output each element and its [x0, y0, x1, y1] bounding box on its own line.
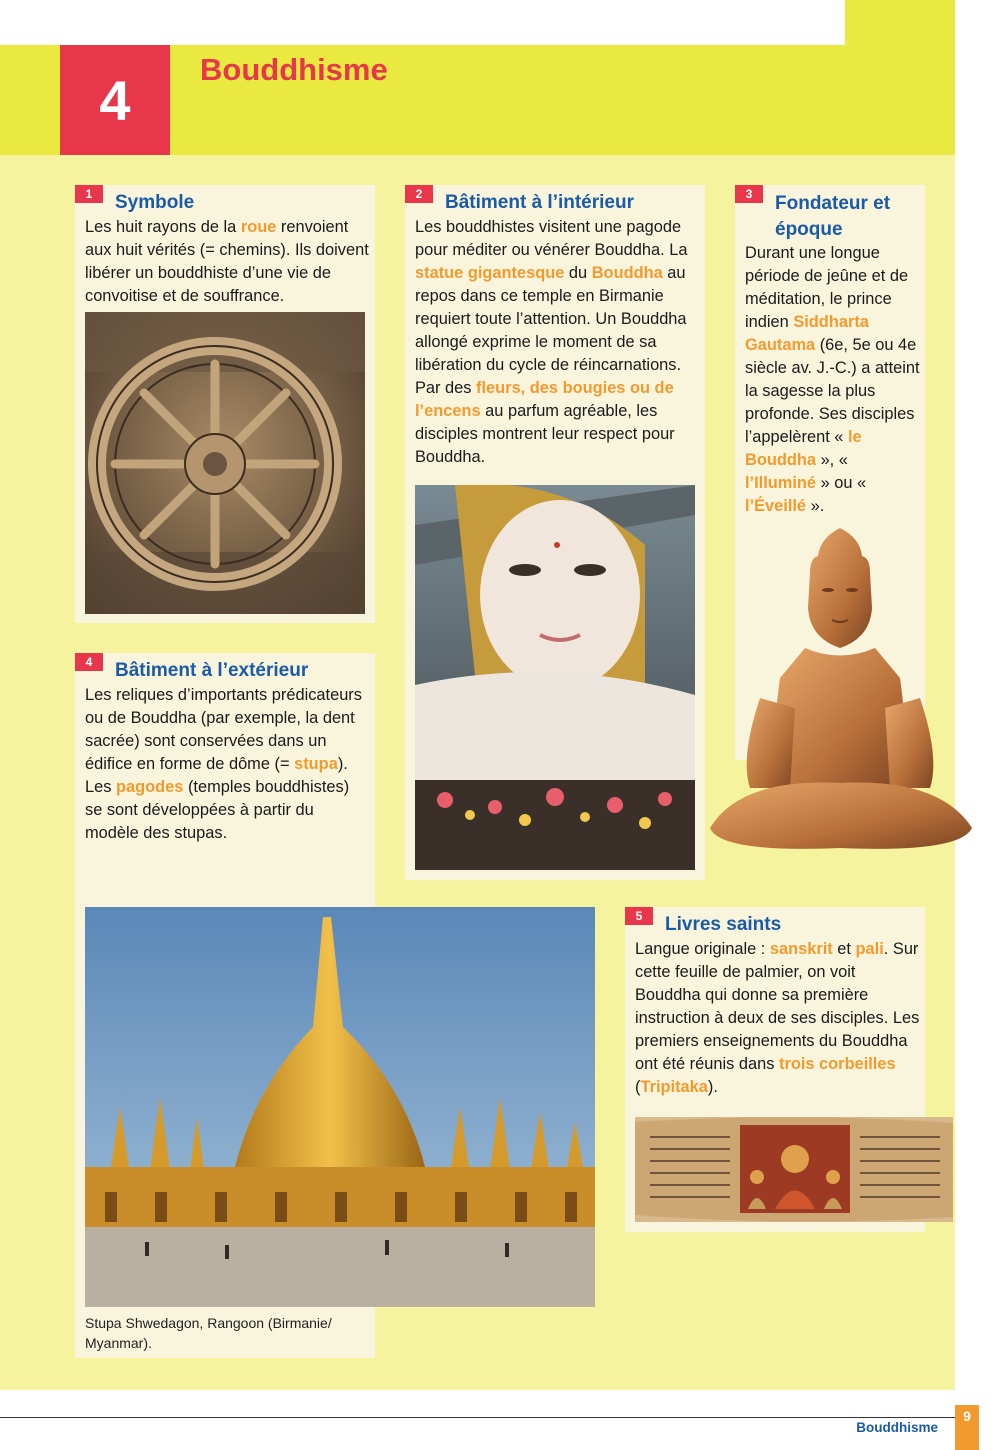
page-number: 9 — [955, 1405, 979, 1450]
text-run: au parfum agréable, les disciples montrent leur respect pour Bouddha. — [415, 402, 675, 466]
footer-rule — [0, 1417, 955, 1418]
text-run: » ou « — [816, 474, 867, 492]
text-run: Les reliques d’importants prédicateurs ou de Bouddha (par exemple, la dent sacrée) sont conservées dans un édifice en forme de dôme (= — [85, 686, 362, 773]
text-run: et — [832, 940, 856, 958]
text-run: ». — [806, 497, 825, 515]
highlighted-term: pagodes — [115, 778, 184, 796]
text-run: Les bouddhistes visitent une pagode pour méditer ou vénérer Bouddha. La — [415, 218, 688, 259]
text-run: Les huit rayons de la — [85, 218, 241, 236]
shwedagon-stupa-photo — [85, 907, 595, 1307]
text-run: . Sur cette feuille de palmier, on voit Bouddha qui donne sa première instruction à deux de ses disciples. Les premiers enseignements du Bouddha ont été réunis dans — [635, 940, 920, 1073]
section-text — [85, 684, 370, 845]
section-text — [745, 242, 923, 518]
photo-caption: Stupa Shwedagon, Rangoon (Birmanie/ Myanmar). — [85, 1315, 332, 1351]
card-interieur — [405, 185, 705, 880]
highlighted-term: sanskrit — [769, 940, 833, 958]
text-run: (temples bouddhistes) se sont développées à partir du modèle des stupas. — [85, 778, 350, 842]
highlighted-term: stupa — [294, 755, 338, 773]
page-title: Bouddhisme — [200, 52, 388, 87]
text-run: », « — [816, 451, 848, 469]
highlighted-term: l’Éveillé — [745, 497, 807, 515]
section-title: Bâtiment à l’intérieur — [445, 192, 634, 213]
highlighted-term: fleurs, des bougies ou de l’encens — [415, 379, 674, 420]
section-number-badge: 1 — [75, 185, 103, 203]
section-title: Symbole — [115, 192, 195, 213]
text-run: ). — [707, 1078, 718, 1096]
text-run: Langue originale : — [635, 940, 770, 958]
text-run: ( — [635, 1078, 641, 1096]
text-run: ). Les — [85, 755, 348, 796]
section-title: Fondateur et époque — [775, 193, 891, 240]
highlighted-term: Siddharta Gautama — [745, 313, 869, 354]
section-number-badge: 4 — [75, 653, 103, 671]
card-symbole — [75, 185, 375, 623]
highlighted-term: statue gigantesque — [415, 264, 565, 282]
highlighted-term: Tripitaka — [640, 1078, 708, 1096]
section-text — [635, 938, 920, 1099]
highlighted-term: le Bouddha — [745, 428, 862, 469]
text-run: du — [564, 264, 592, 282]
header-left-strip — [0, 45, 60, 155]
reclining-buddha-photo — [415, 485, 695, 870]
highlighted-term: Bouddha — [591, 264, 663, 282]
section-title: Bâtiment à l’extérieur — [115, 660, 309, 681]
section-text — [85, 216, 370, 308]
chapter-number: 4 — [99, 68, 131, 132]
highlighted-term: l’Illuminé — [745, 474, 817, 492]
section-title: Livres saints — [665, 914, 782, 935]
section-text — [415, 216, 700, 469]
seated-buddha-statue — [700, 528, 980, 868]
section-number-badge: 2 — [405, 185, 433, 203]
highlighted-term: pali — [855, 940, 884, 958]
palm-leaf-manuscript-photo — [635, 1117, 953, 1222]
text-run: Durant une longue période de jeûne et de méditation, le prince indien — [745, 244, 909, 331]
highlighted-term: roue — [240, 218, 277, 236]
text-run: renvoient aux huit vérités (= chemins). Ils doivent libérer un bouddhiste d’une vie de convoitise et de souffrance. — [85, 218, 369, 305]
footer-chapter-label: Bouddhisme — [856, 1420, 938, 1435]
section-number-badge: 3 — [735, 185, 763, 203]
chapter-number-box — [60, 45, 170, 155]
highlighted-term: trois corbeilles — [778, 1055, 896, 1073]
header-right-band — [845, 0, 955, 155]
section-number-badge: 5 — [625, 907, 653, 925]
text-run: au repos dans ce temple en Birmanie requiert toute l’attention. Un Bouddha allongé exprime le moment de sa libération du cycle de réincarnations. Par des — [415, 264, 687, 397]
text-run: (6e, 5e ou 4e siècle av. J.-C.) a atteint la sagesse la plus profonde. Ses disciples l’appelèrent « — [745, 336, 920, 446]
dharma-wheel-photo — [85, 312, 365, 614]
